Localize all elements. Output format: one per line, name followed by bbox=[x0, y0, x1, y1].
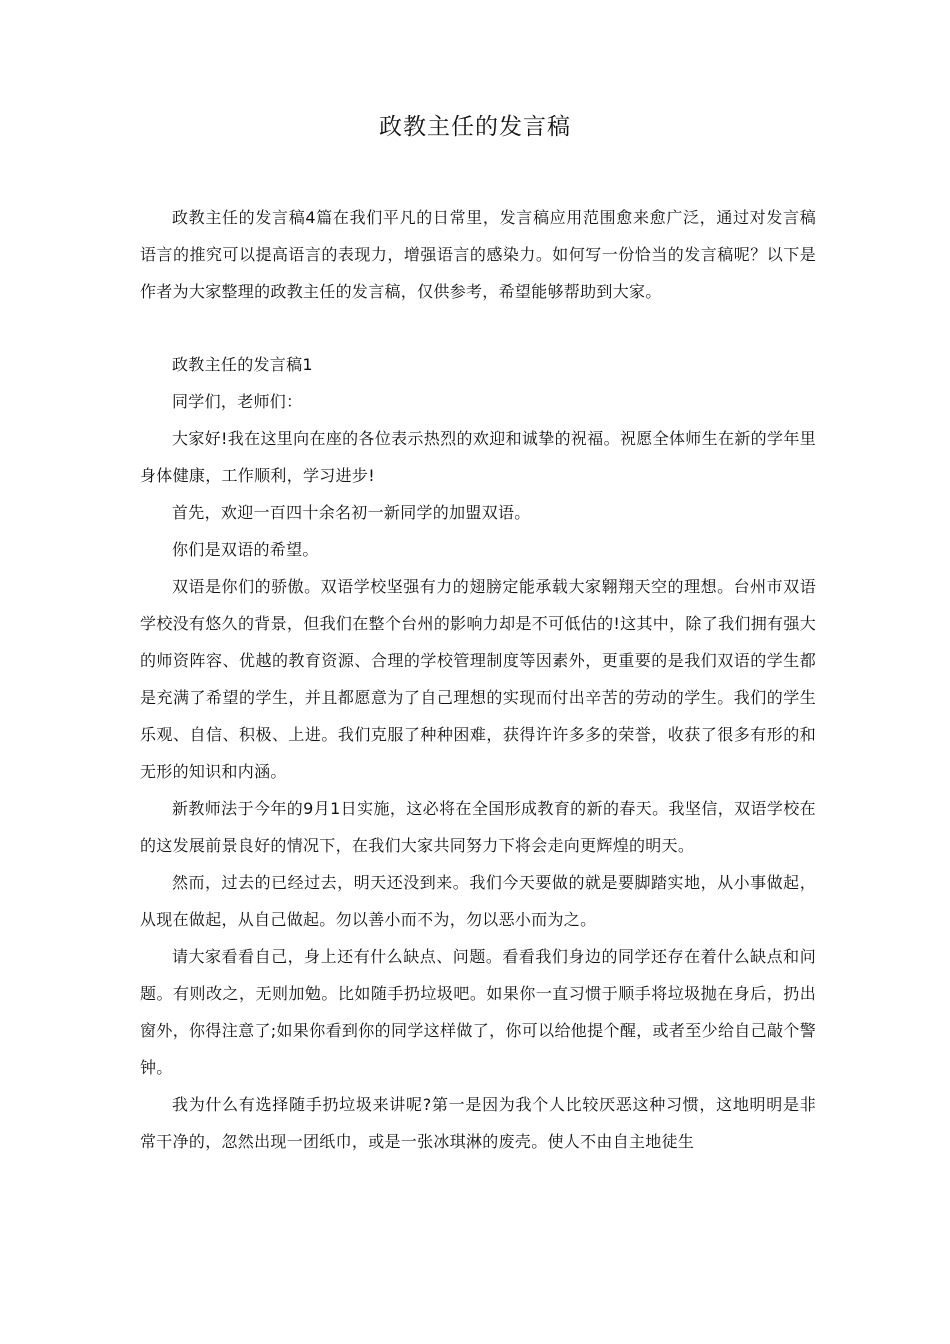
body-paragraph: 然而，过去的已经过去，明天还没到来。我们今天要做的就是要脚踏实地，从小事做起，从现在做起，从自己做起。勿以善小而不为，勿以恶小而为之。 bbox=[140, 873, 816, 929]
body-paragraph: 双语是你们的骄傲。双语学校坚强有力的翅膀定能承载大家翱翔天空的理想。台州市双语学校没有悠久的背景，但我们在整个台州的影响力却是不可低估的!这其中，除了我们拥有强大的师资阵容、优越的教育资源、合理的学校管理制度等因素外，更重要的是我们双语的学生都是充满了希望的学生，并且都愿意为了自己理想的实现而付出辛苦的劳动的学生。我们的学生乐观、自信、积极、上进。我们克服了种种困难，获得许许多多的荣誉，收获了很多有形的和无形的知识和内涵。 bbox=[140, 577, 816, 781]
body-paragraph: 首先，欢迎一百四十余名初一新同学的加盟双语。 bbox=[172, 503, 531, 522]
document-title: 政教主任的发言稿 bbox=[379, 114, 571, 140]
section-heading: 政教主任的发言稿1 bbox=[172, 355, 313, 374]
salutation: 同学们，老师们： bbox=[172, 392, 303, 411]
intro-paragraph: 政教主任的发言稿4篇在我们平凡的日常里，发言稿应用范围愈来愈广泛，通过对发言稿语言的推究可以提高语言的表现力，增强语言的感染力。如何写一份恰当的发言稿呢？以下是作者为大家整理的政教主任的发言稿，仅供参考，希望能够帮助到大家。 bbox=[140, 208, 816, 301]
body-paragraph: 请大家看看自己，身上还有什么缺点、问题。看看我们身边的同学还存在着什么缺点和问题。有则改之，无则加勉。比如随手扔垃圾吧。如果你一直习惯于顺手将垃圾抛在身后，扔出窗外，你得注意了;如果你看到你的同学这样做了，你可以给他提个醒，或者至少给自己敲个警钟。 bbox=[140, 947, 816, 1077]
document-body bbox=[140, 199, 816, 1160]
body-paragraph: 你们是双语的希望。 bbox=[172, 540, 319, 559]
body-paragraph: 新教师法于今年的9月1日实施，这必将在全国形成教育的新的春天。我坚信，双语学校在的这发展前景良好的情况下，在我们大家共同努力下将会走向更辉煌的明天。 bbox=[140, 799, 816, 855]
body-paragraph: 我为什么有选择随手扔垃圾来讲呢?第一是因为我个人比较厌恶这种习惯，这地明明是非常干净的，忽然出现一团纸巾，或是一张冰琪淋的废壳。使人不由自主地徒生 bbox=[140, 1095, 816, 1151]
body-paragraph: 大家好!我在这里向在座的各位表示热烈的欢迎和诚挚的祝福。祝愿全体师生在新的学年里身体健康，工作顺利，学习进步! bbox=[140, 429, 816, 485]
